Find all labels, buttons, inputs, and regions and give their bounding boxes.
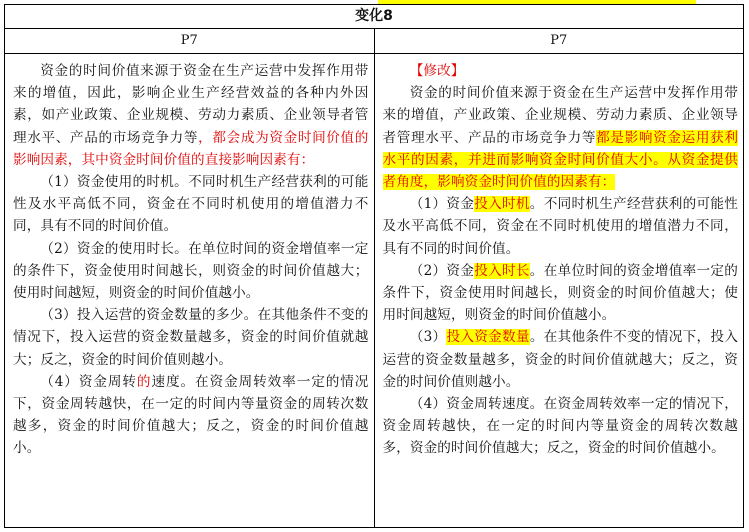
revision-tag: 【修改】 — [409, 63, 465, 79]
right-p1-intro: 资金的时间价值来源于资金在生产运营中发挥作用带来的增值，产业政策、企业规模、劳动力素质、企业领导者管理水平、产品的市场竞争力等 — [382, 85, 738, 146]
right-item2-rest: 。在单位时间的资金增值率一定的条件下，资金使用时间越长，则资金的时间价值越大；使用时间越短，则资金的时间价值越小。 — [382, 262, 738, 324]
right-item3-highlight: 投入资金数量 — [446, 329, 530, 346]
right-item2-highlight: 投入时长 — [474, 262, 530, 279]
original-text-cell — [5, 54, 375, 528]
comparison-table — [4, 4, 744, 528]
right-item1-highlight: 投入时机 — [474, 196, 530, 213]
right-item-4: （4）资金周转速度。在资金周转效率一定的情况下，资金周转越快，在一定的时间内等量资金的周转次数越多，资金的时间价值越大；反之，资金的时间价值越小。 — [382, 396, 738, 457]
right-item2-start: （2）资金 — [409, 262, 475, 279]
left-p1-intro: 资金的时间价值来源于资金在生产运营中发挥作用带来的增值，因此，影响企业生产经营效益的各种内外因素，如产业政策、企业规模、劳动力素质、企业领导者管理水平、产品的市场竞争力等 — [13, 63, 369, 146]
left-item-3: （3）投入运营的资金数量的多少。在其他条件不变的情况下，投入运营的资金数量越多，资金的时间价值就越大；反之，资金的时间价值则越小。 — [13, 307, 369, 368]
right-paragraph-1 — [383, 82, 739, 193]
left-paragraph-1 — [13, 60, 369, 171]
right-p1-highlight: 都是影响资金运用获利水平的因素，并进而影响资金时间价值大小。从资金提供者角度，影响资金时间价值的因素有： — [382, 129, 739, 191]
right-item1-rest: 。不同时机生产经营获利的可能性及水平高低不同，资金在不同时机使用的增值潜力不同，具有不同的时间价值。 — [382, 196, 738, 257]
right-item1-start: （1）资金 — [409, 196, 475, 213]
table-title: 变化8 — [5, 5, 744, 29]
left-item-2: （2）资金的使用时长。在单位时间的资金增值率一定的条件下，资金使用时间越长，则资金的时间价值越大；使用时间越短，则资金的时间价值越小。 — [13, 240, 369, 302]
right-item-3 — [383, 326, 739, 393]
page-label-right: P7 — [374, 29, 744, 54]
page-label-left: P7 — [5, 29, 375, 54]
left-item4-red-char: 的 — [136, 373, 152, 390]
right-item-2 — [383, 260, 739, 327]
right-item-1 — [383, 193, 739, 260]
left-item4-rest: 速度。在资金周转效率一定的情况下，资金周转越快，在一定的时间内等量资金的周转次数越多，资金的时间价值越大；反之，资金的时间价值越小。 — [13, 373, 369, 457]
revised-text-cell — [374, 54, 744, 528]
right-item3-rest: 。在其他条件不变的情况下，投入运营的资金数量越多，资金的时间价值就越大；反之，资金的时间价值则越小。 — [382, 329, 739, 390]
right-item3-start: （3） — [409, 329, 447, 346]
left-item4-start: （4）资金周转 — [40, 373, 137, 390]
left-item-4 — [13, 371, 369, 460]
right-tag-line — [383, 60, 739, 82]
left-p1-red-text: ，都会成为资金时间价值的影响因素，其中资金时间价值的直接影响因素有： — [13, 129, 369, 168]
left-item-1: （1）资金使用的时机。不同时机生产经营获利的可能性及水平高低不同，资金在不同时机使用的增值潜力不同，具有不同的时间价值。 — [13, 174, 369, 235]
